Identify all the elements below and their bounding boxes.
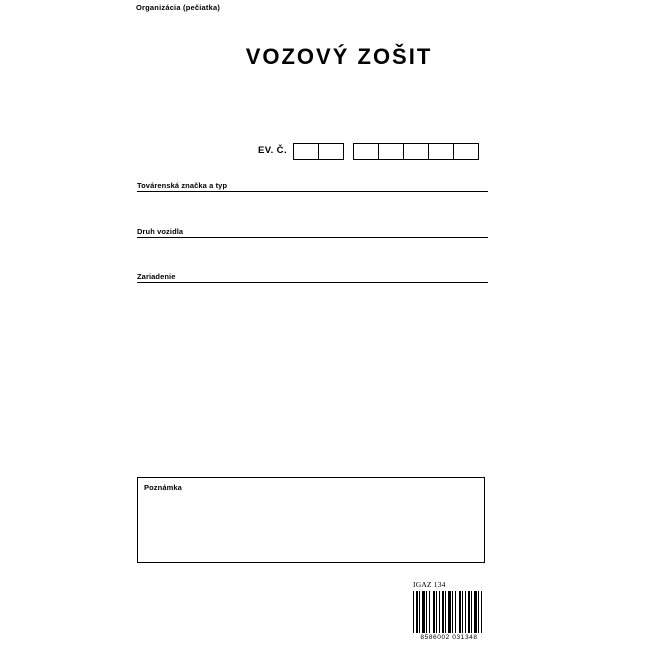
field-ruled-line xyxy=(137,282,488,283)
registration-number-label: EV. Č. xyxy=(258,145,287,156)
field-label: Druh vozidla xyxy=(137,227,184,236)
registration-cell[interactable] xyxy=(353,143,379,160)
registration-cell[interactable] xyxy=(453,143,479,160)
registration-cell[interactable] xyxy=(378,143,404,160)
page-title-text: VOZOVÝ ZOŠIT xyxy=(245,44,433,69)
barcode-icon xyxy=(413,591,485,633)
barcode-area xyxy=(413,580,485,641)
registration-cell[interactable] xyxy=(428,143,454,160)
field-ruled-line xyxy=(137,191,488,192)
registration-cell[interactable] xyxy=(403,143,429,160)
organization-stamp-label: Organizácia (pečiatka) xyxy=(136,3,221,12)
field-vehicle-kind[interactable] xyxy=(137,223,488,238)
note-label: Poznámka xyxy=(144,483,182,492)
field-vehicle-make-type[interactable] xyxy=(137,177,488,192)
field-equipment[interactable] xyxy=(137,268,488,283)
registration-cell[interactable] xyxy=(293,143,319,160)
registration-number-row xyxy=(258,142,479,160)
field-ruled-line xyxy=(137,237,488,238)
registration-number-group-2 xyxy=(353,143,479,160)
field-label: Zariadenie xyxy=(137,272,176,281)
field-label: Továrenská značka a typ xyxy=(137,181,228,190)
registration-cell[interactable] xyxy=(318,143,344,160)
barcode-product-code: IGAZ 134 xyxy=(413,580,446,589)
note-box[interactable] xyxy=(137,477,485,563)
barcode-digits: 8586002 031348 xyxy=(420,634,478,641)
page-title xyxy=(0,44,650,70)
registration-number-group-1 xyxy=(293,143,344,160)
